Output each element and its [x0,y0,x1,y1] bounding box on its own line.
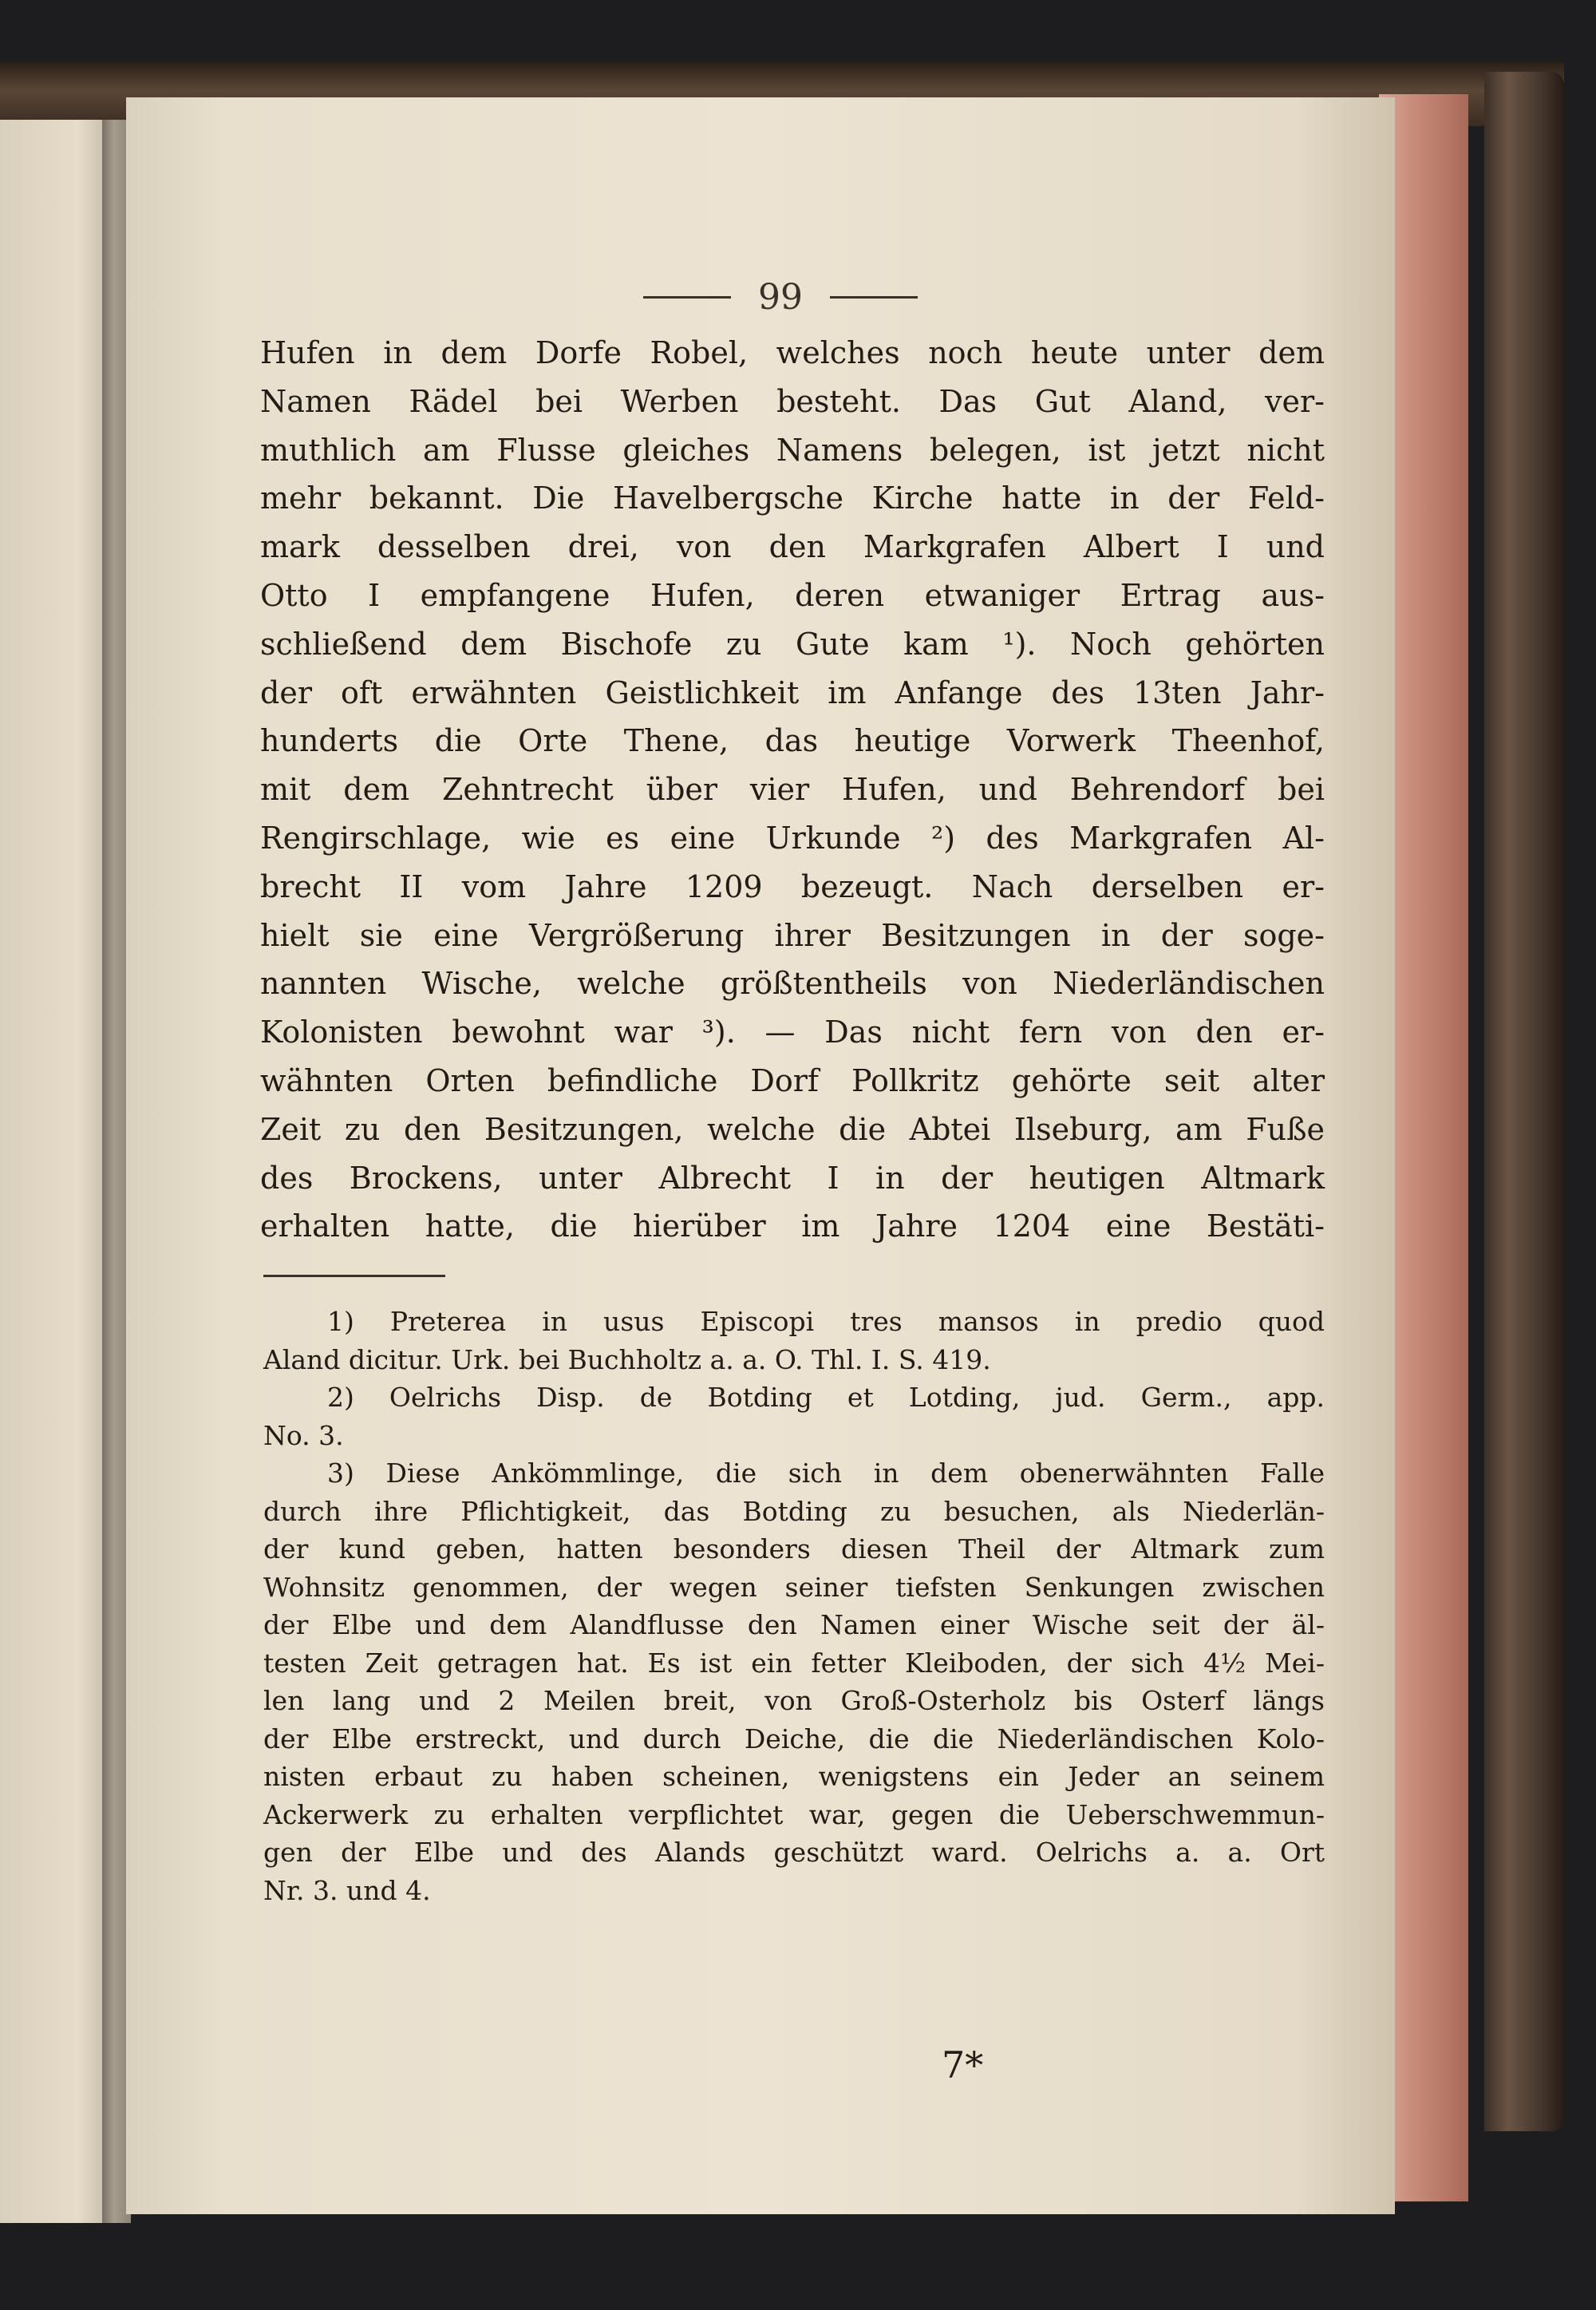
page-header [573,273,988,321]
text-line: Hufen in dem Dorfe Robel, welches noch heute unter dem [260,335,1325,370]
footnote-1-line: 1) Preterea in usus Episcopi tres mansos in predio quod [327,1306,1325,1337]
text-line: mehr bekannt. Die Havelbergsche Kirche hatte in der Feld- [260,481,1325,516]
text-line: mit dem Zehntrecht über vier Hufen, und Behrendorf bei [260,772,1325,808]
footnote-3-line: der Elbe und dem Alandflusse den Namen einer Wische seit der äl- [263,1609,1325,1640]
text-line: Otto I empfangene Hufen, deren etwaniger Ertrag aus- [260,577,1325,613]
footnote-3-line: 3) Diese Ankömmlinge, die sich in dem obenerwähnten Falle [327,1458,1325,1489]
text-line: erhalten hatte, die hierüber im Jahre 1204 eine Bestäti- [260,1208,1325,1244]
text-line: hielt sie eine Vergrößerung ihrer Besitzungen in der soge- [260,917,1325,953]
text-line: hunderts die Orte Thene, das heutige Vorwerk Theenhof, [260,723,1325,759]
footnote-3-line: Wohnsitz genommen, der wegen seiner tiefsten Senkungen zwischen [263,1571,1325,1603]
signature-mark: 7* [942,2043,984,2087]
text-line: mark desselben drei, von den Markgrafen Albert I und [260,529,1325,565]
text-line: Kolonisten bewohnt war ³). — Das nicht fern von den er- [260,1015,1325,1050]
text-line: wähnten Orten befindliche Dorf Pollkritz gehörte seit alter [260,1062,1325,1098]
footnote-3-line: nisten erbaut zu haben scheinen, wenigstens ein Jeder an seinem [263,1761,1325,1792]
footnote-3-line: der Elbe erstreckt, und durch Deiche, die die Niederländischen Kolo- [263,1723,1325,1754]
footnote-3-line: Nr. 3. und 4. [263,1874,431,1906]
text-line: nannten Wische, welche größtentheils von Niederländischen [260,966,1325,1002]
footnote-1-line: Aland dicitur. Urk. bei Buchholtz a. a. O. Thl. I. S. 419. [263,1343,991,1375]
footnote-3-line: gen der Elbe und des Alands geschützt ward. Oelrichs a. a. Ort [263,1837,1325,1868]
text-line: Rengirschlage, wie es eine Urkunde ²) des Markgrafen Al- [260,820,1325,856]
text-line: muthlich am Flusse gleiches Namens belegen, ist jetzt nicht [260,432,1325,468]
footnote-3-line: durch ihre Pflichtigkeit, das Botding zu besuchen, als Niederlän- [263,1495,1325,1527]
header-rule-left [643,296,731,299]
text-line: des Brockens, unter Albrecht I in der heutigen Altmark [260,1160,1325,1196]
footnote-3-line: testen Zeit getragen hat. Es ist ein fetter Kleiboden, der sich 4½ Mei- [263,1647,1325,1679]
header-rule-right [830,296,918,299]
text-line: der oft erwähnten Geistlichkeit im Anfange des 13ten Jahr- [260,674,1325,710]
footnote-3-line: Ackerwerk zu erhalten verpflichtet war, gegen die Ueberschwemmun- [263,1798,1325,1830]
footnotes [263,1303,1325,1909]
footnote-2-line: No. 3. [263,1419,344,1451]
book-page [126,97,1395,2214]
main-text [260,329,1325,1251]
text-line: Zeit zu den Besitzungen, welche die Abtei Ilseburg, am Fuße [260,1111,1325,1147]
text-line: schließend dem Bischofe zu Gute kam ¹). Noch gehörten [260,626,1325,662]
footnote-3-line: der kund geben, hatten besonders diesen Theil der Altmark zum [263,1533,1325,1564]
footnote-2-line: 2) Oelrichs Disp. de Botding et Lotding, jud. Germ., app. [327,1382,1325,1413]
text-line: brecht II vom Jahre 1209 bezeugt. Nach derselben er- [260,868,1325,904]
footnote-3-line: len lang und 2 Meilen breit, von Groß-Osterholz bis Osterf längs [263,1685,1325,1716]
page-number: 99 [758,276,803,318]
text-line: Namen Rädel bei Werben besteht. Das Gut Aland, ver- [260,383,1325,419]
book-cover-right-edge [1484,72,1564,2131]
footnote-separator [263,1275,445,1277]
